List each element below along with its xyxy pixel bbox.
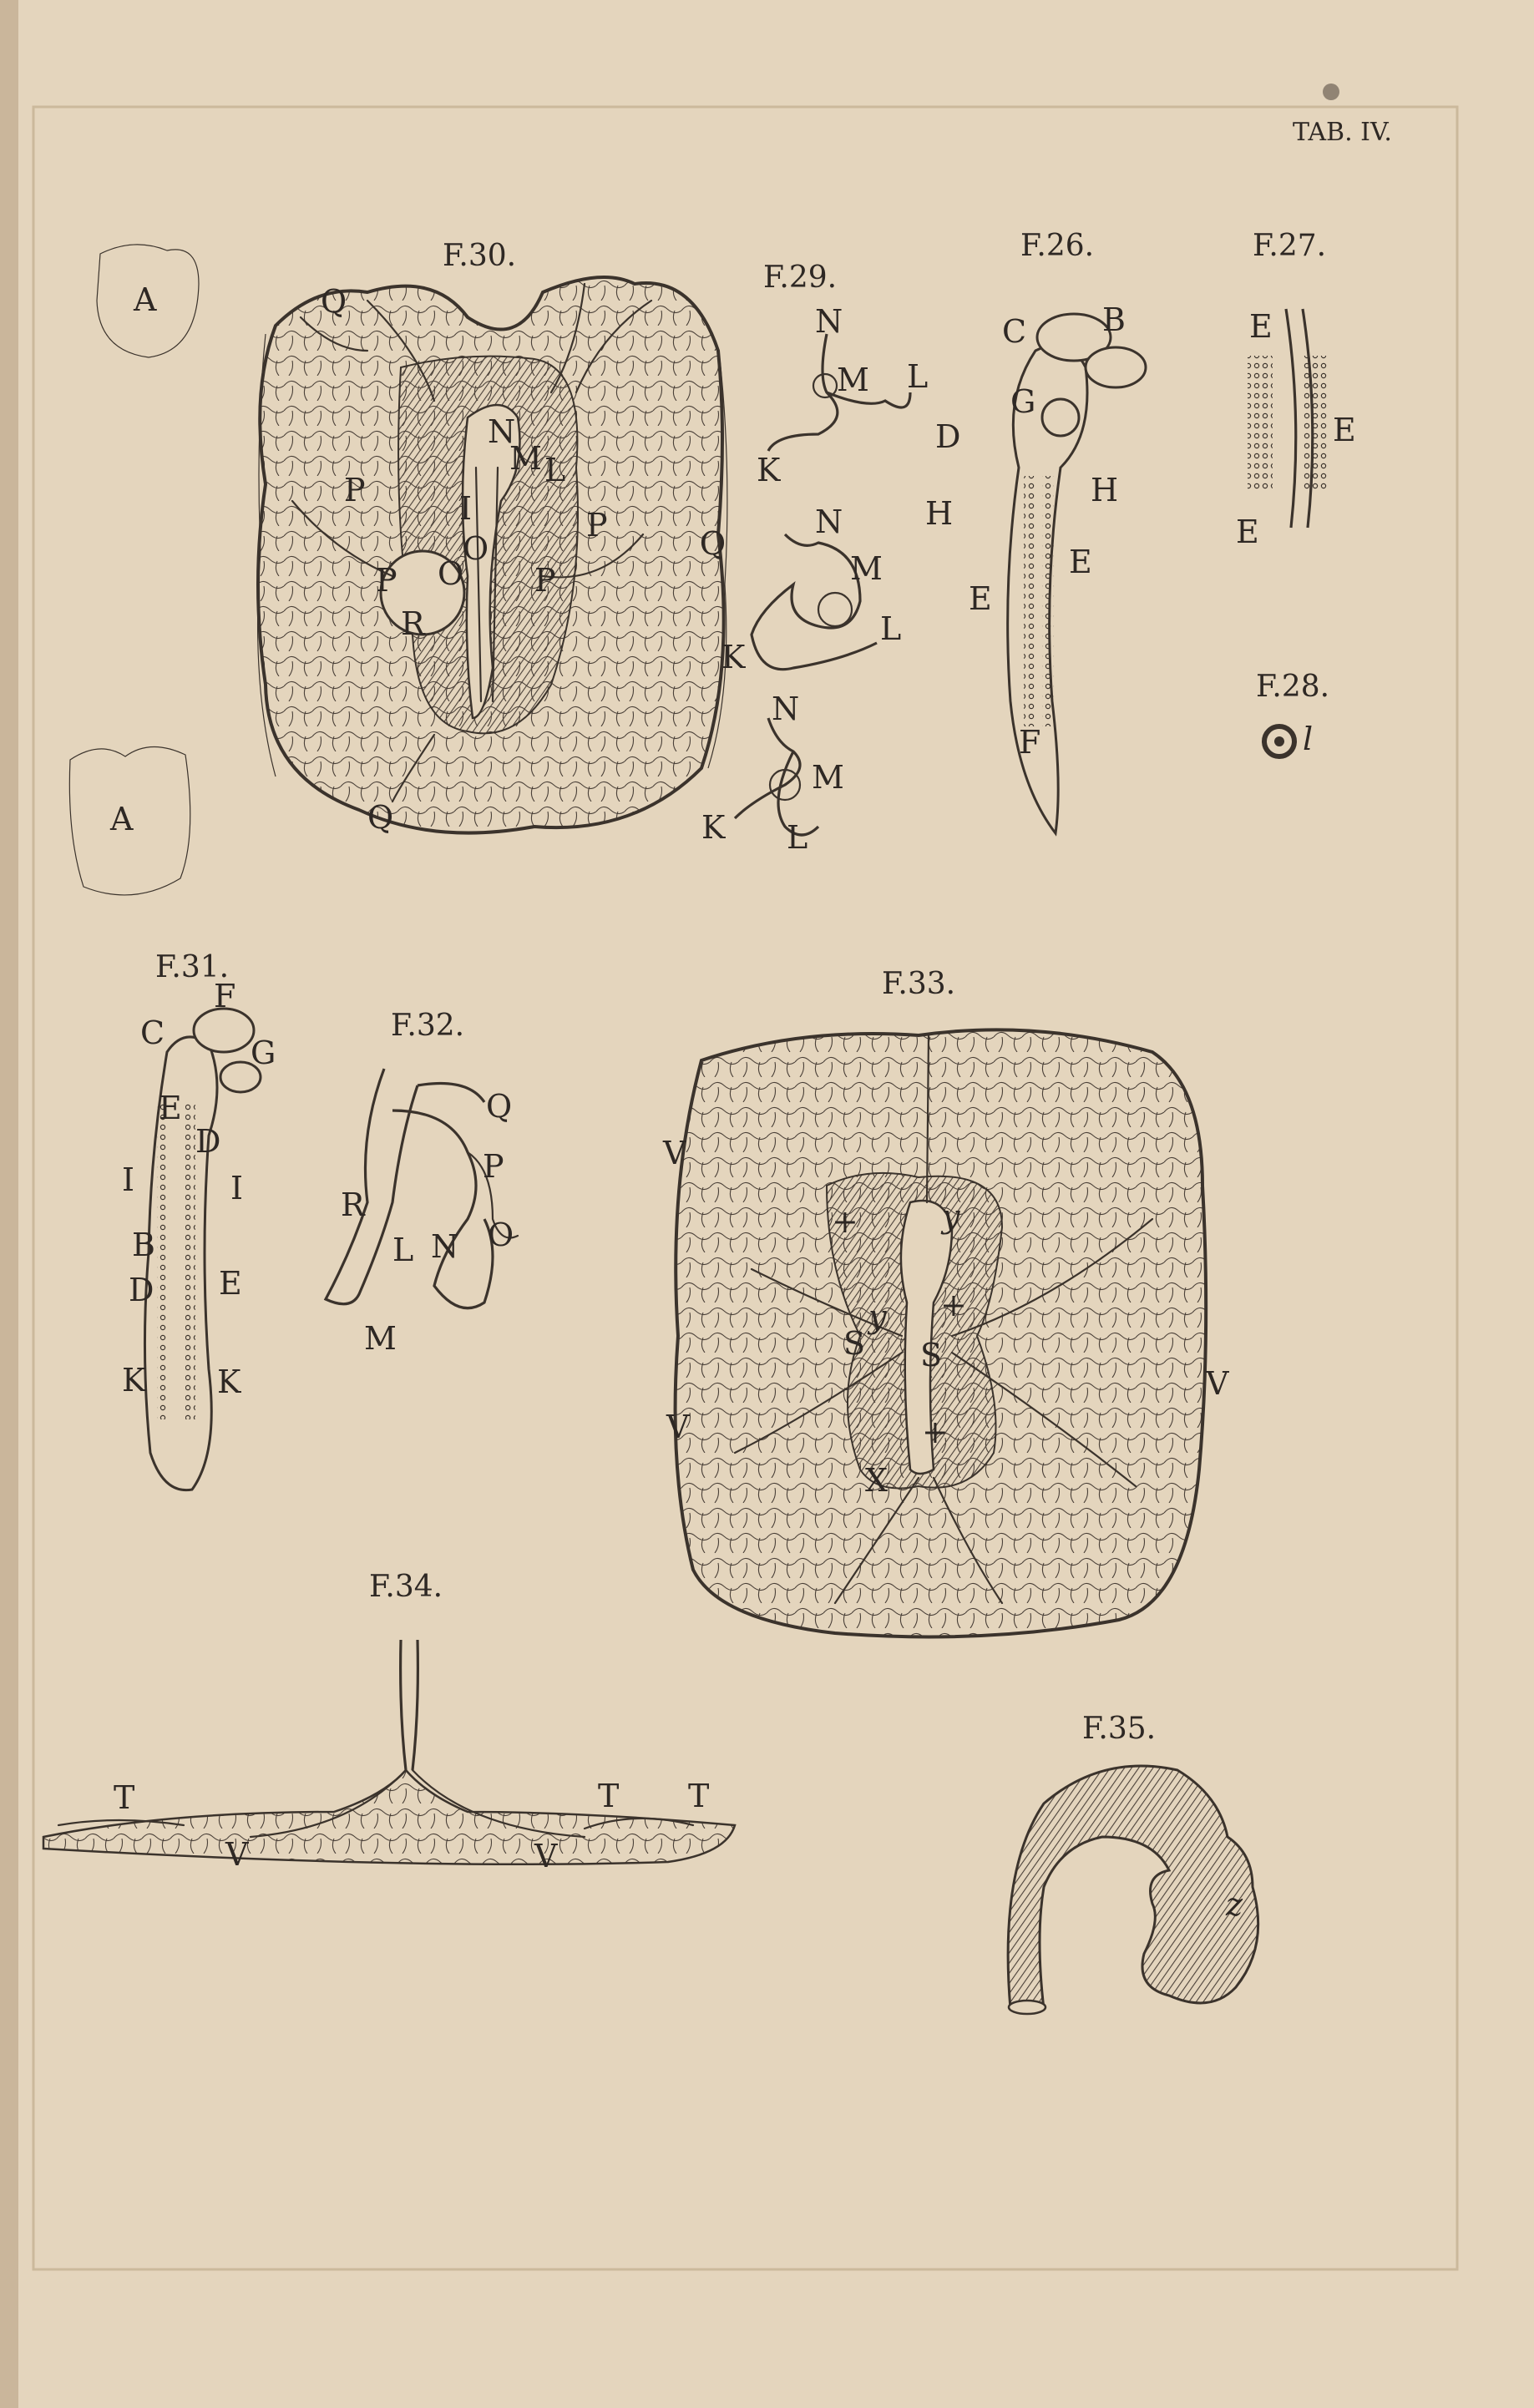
figure-31-label-k2: K — [217, 1363, 241, 1400]
figure-35-caption: F.35. — [1082, 1712, 1157, 1746]
figure-28-label-l: l — [1303, 721, 1314, 757]
figure-33-label-v1: V — [663, 1135, 686, 1171]
figure-32-label-l: L — [392, 1232, 414, 1268]
figure-31-label-c: C — [140, 1014, 165, 1051]
figure-31-label-e2: E — [219, 1265, 242, 1302]
figure-29-caption: F.29. — [763, 261, 838, 295]
figure-29-b-label-l: L — [880, 610, 902, 647]
figure-26-label-b: B — [1102, 301, 1126, 338]
figure-34-label-v1: V — [225, 1836, 249, 1873]
figure-30-label-o1: O — [438, 555, 464, 592]
figure-26-label-e2: E — [1069, 544, 1092, 580]
figure-33 — [662, 967, 1229, 1637]
figure-31-label-i1: I — [122, 1161, 135, 1198]
figure-30-label-p1: P — [344, 472, 366, 508]
figure-26-caption: F.26. — [1020, 229, 1095, 263]
figure-34-caption: F.34. — [369, 1570, 443, 1604]
figure-26-label-e1: E — [969, 580, 992, 617]
figure-29-c-label-l: L — [787, 819, 808, 856]
figure-33-label-v3: V — [1206, 1365, 1229, 1402]
figure-33-label-s2: S — [920, 1337, 943, 1373]
figure-31-label-i2: I — [230, 1170, 244, 1207]
figure-33-label-c2: + — [940, 1287, 967, 1323]
figure-32-label-m: M — [364, 1320, 397, 1357]
paper-edge-shadow — [0, 0, 18, 2408]
figure-32-label-r: R — [341, 1186, 365, 1223]
figure-29-a-label-l: L — [907, 358, 929, 395]
figure-31-caption: F.31. — [155, 950, 230, 984]
figure-31-label-d1: D — [195, 1123, 221, 1160]
figure-30 — [258, 239, 727, 836]
figure-33-label-s1: S — [843, 1325, 866, 1362]
figure-33-label-c3: + — [922, 1414, 949, 1450]
figure-30-label-i: I — [459, 490, 473, 527]
figure-29-b-label-m: M — [850, 550, 883, 587]
figure-29-c-label-n: N — [772, 691, 800, 727]
figure-35-label-z: z — [1226, 1886, 1243, 1923]
figure-30-label-r: R — [401, 605, 425, 642]
figure-26-label-h1: H — [925, 495, 954, 532]
figure-30-label-q3: Q — [367, 799, 394, 836]
figure-34-label-t1: T — [114, 1779, 135, 1816]
figure-27-caption: F.27. — [1253, 229, 1327, 263]
figure-33-caption: F.33. — [882, 967, 956, 1001]
plate-title: TAB. IV. — [1293, 118, 1392, 147]
figure-29-b-label-k: K — [721, 639, 746, 675]
figure-26-label-g: G — [1010, 383, 1036, 420]
figure-31-label-k1: K — [122, 1362, 146, 1399]
figure-29-b-label-n: N — [815, 503, 843, 540]
figure-33-label-y2: y — [868, 1298, 887, 1335]
figure-29-a-label-m: M — [837, 362, 869, 398]
figure-26-label-h2: H — [1091, 472, 1119, 508]
figure-30-label-n: N — [488, 413, 516, 450]
figure-31-label-e1: E — [159, 1090, 182, 1126]
figure-32-caption: F.32. — [391, 1009, 465, 1043]
figure-27-label-e1: E — [1249, 308, 1273, 345]
figure-26-label-d: D — [935, 418, 961, 455]
figure-34-label-t3: T — [688, 1778, 710, 1814]
figure-31-label-b: B — [132, 1227, 155, 1263]
figure-30-label-p3: P — [376, 562, 397, 599]
figure-30-label-q1: Q — [321, 283, 347, 320]
figure-28-caption: F.28. — [1256, 670, 1330, 704]
figure-29-a-label-n: N — [815, 303, 843, 340]
figure-30-label-p2: P — [586, 507, 608, 544]
figure-27-label-e2: E — [1333, 412, 1356, 448]
margin-mark-a-top: A — [134, 281, 157, 318]
figure-32-label-q: Q — [486, 1088, 513, 1125]
figure-26-label-c: C — [1002, 313, 1027, 350]
figure-30-label-o2: O — [463, 530, 489, 567]
figure-30-label-p4: P — [534, 562, 556, 599]
figure-32-label-n: N — [431, 1228, 459, 1265]
figure-30-label-q2: Q — [700, 525, 726, 562]
figure-30-caption: F.30. — [443, 239, 517, 273]
figure-26-label-f: F — [1019, 724, 1041, 761]
figure-29-a-label-k: K — [757, 452, 781, 488]
figure-31-label-f: F — [214, 978, 236, 1014]
figure-34-label-v2: V — [534, 1838, 558, 1874]
figure-30-label-l: L — [544, 452, 566, 488]
figure-33-label-c1: + — [832, 1203, 858, 1240]
figure-29-c-label-k: K — [701, 809, 726, 846]
figure-29-c-label-m: M — [812, 759, 844, 796]
figure-33-label-v2: V — [666, 1409, 690, 1445]
ink-spot — [1323, 83, 1339, 100]
figure-32-label-p: P — [483, 1148, 504, 1185]
figure-32-label-o: O — [488, 1217, 514, 1253]
figure-31-label-d2: D — [129, 1272, 154, 1308]
figure-27-label-e3: E — [1236, 513, 1259, 550]
figure-33-label-x: X — [865, 1462, 889, 1499]
figure-30-label-m: M — [509, 440, 542, 477]
figure-34-label-t2: T — [598, 1778, 620, 1814]
figure-31-label-g: G — [251, 1035, 276, 1071]
margin-mark-a-bottom: A — [110, 801, 134, 837]
figure-33-label-y1: y — [942, 1198, 960, 1235]
